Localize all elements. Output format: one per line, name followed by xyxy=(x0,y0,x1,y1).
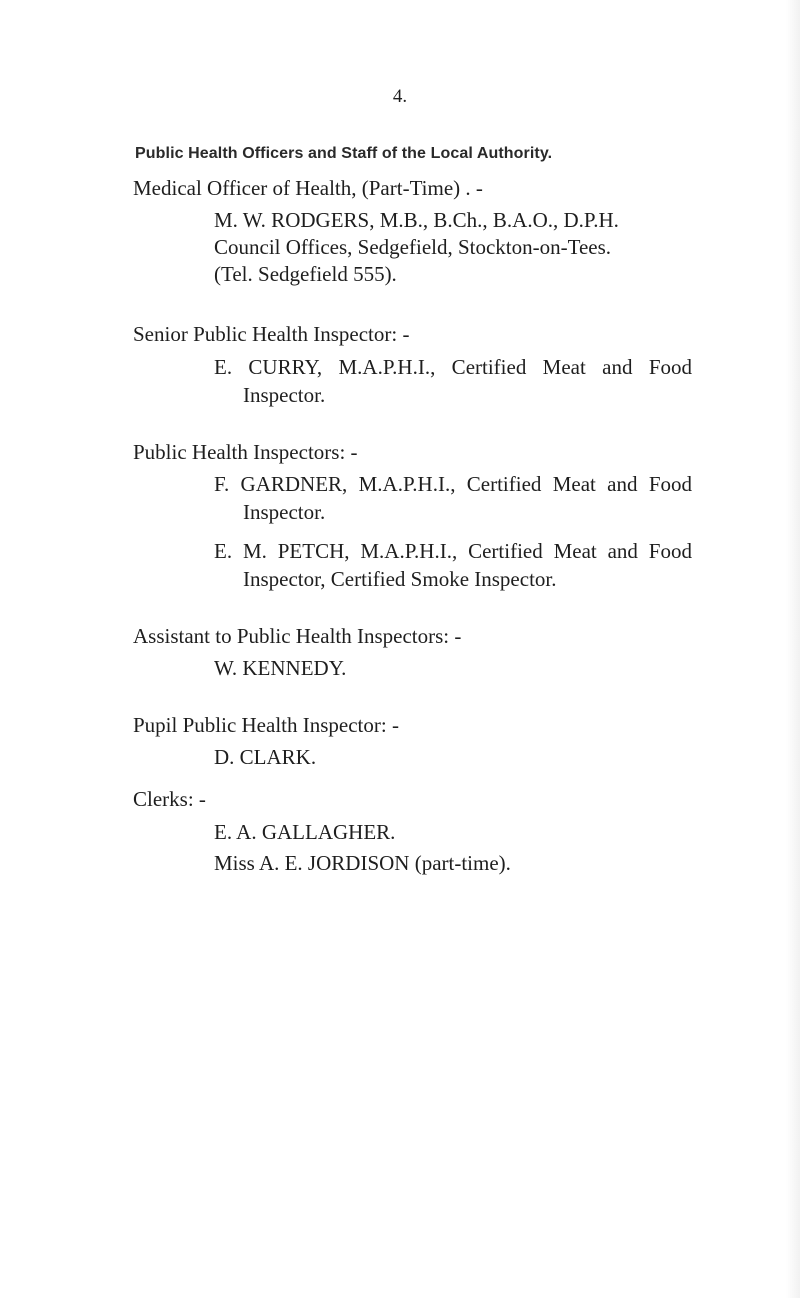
medical-officer-address: Council Offices, Sedgefield, Stockton-on-Tees. xyxy=(214,235,612,259)
pupil-inspector-name: D. CLARK. xyxy=(214,745,317,769)
inspector-petch-entry: E. M. PETCH, M.A.P.H.I., Certified Meat and Food xyxy=(214,539,692,563)
inspector-petch-entry-continued: Inspector, Certified Smoke Inspector. xyxy=(243,567,557,591)
document-title: Public Health Officers and Staff of the Local Authority. xyxy=(135,145,553,162)
medical-officer-telephone: (Tel. Sedgefield 555). xyxy=(214,262,397,286)
page-number: 4. xyxy=(392,86,408,107)
section-heading-pupil-inspector: Pupil Public Health Inspector: - xyxy=(133,713,399,737)
senior-inspector-entry-continued: Inspector. xyxy=(243,383,326,407)
assistant-name: W. KENNEDY. xyxy=(214,656,347,680)
clerk-jordison: Miss A. E. JORDISON (part-time). xyxy=(214,851,511,875)
clerk-gallagher: E. A. GALLAGHER. xyxy=(214,820,396,844)
senior-inspector-entry: E. CURRY, M.A.P.H.I., Certified Meat and Food xyxy=(214,355,692,379)
inspector-gardner-entry: F. GARDNER, M.A.P.H.I., Certified Meat and Food xyxy=(214,472,692,496)
medical-officer-name: M. W. RODGERS, M.B., B.Ch., B.A.O., D.P.H. xyxy=(214,208,619,232)
section-heading-inspectors: Public Health Inspectors: - xyxy=(133,440,358,464)
page-edge-shadow xyxy=(786,0,800,1298)
inspector-gardner-entry-continued: Inspector. xyxy=(243,500,326,524)
section-heading-senior-inspector: Senior Public Health Inspector: - xyxy=(133,322,410,346)
section-heading-clerks: Clerks: - xyxy=(133,787,206,811)
section-heading-assistant: Assistant to Public Health Inspectors: - xyxy=(133,624,462,648)
section-heading-medical-officer: Medical Officer of Health, (Part-Time) . - xyxy=(133,176,483,200)
